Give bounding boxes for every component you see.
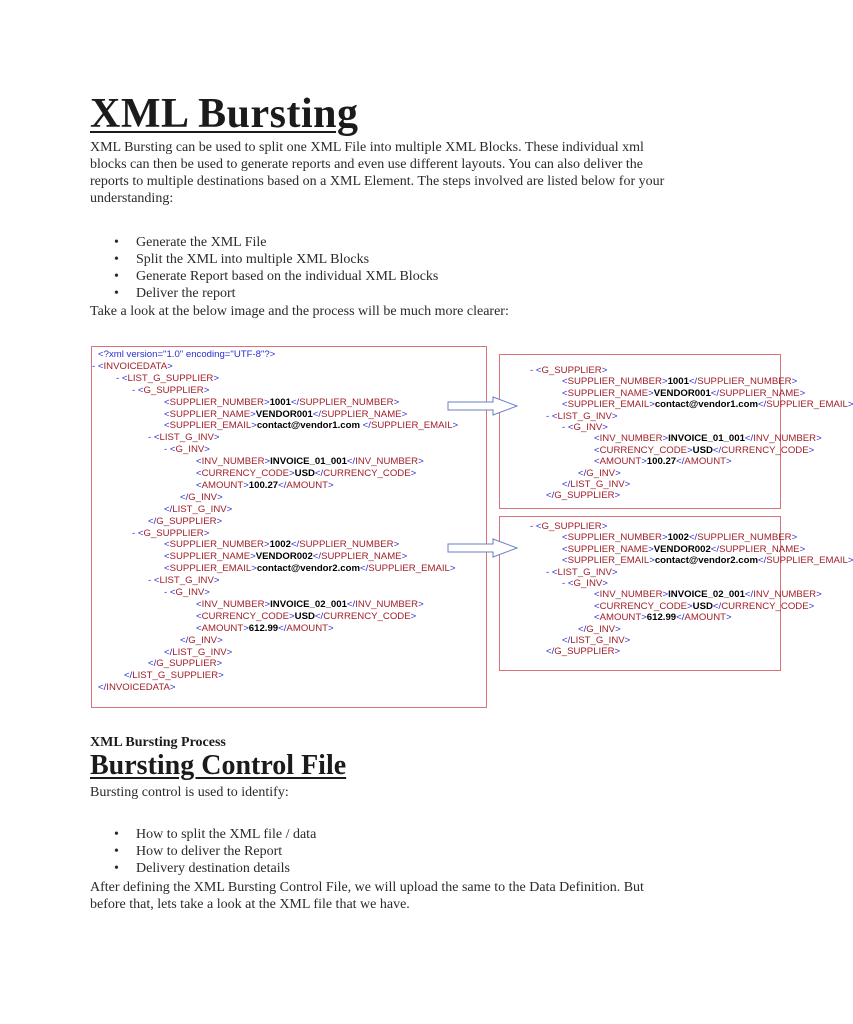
xml-line: - <G_SUPPLIER> [530, 365, 608, 376]
control-list [110, 826, 316, 877]
xml-line: <SUPPLIER_NAME>VENDOR002</SUPPLIER_NAME> [562, 543, 806, 555]
xml-line: <SUPPLIER_NUMBER>1002</SUPPLIER_NUMBER> [562, 532, 798, 544]
xml-line: <SUPPLIER_EMAIL>contact@vendor2.com</SUPPLIER_EMAIL> [562, 555, 853, 567]
xml-line: - <LIST_G_INV> [148, 575, 220, 587]
burst-arrow-2-icon [447, 538, 519, 558]
xml-line: </LIST_G_INV> [562, 479, 631, 490]
section-title: Bursting Control File [90, 750, 347, 781]
list-item: • How to split the XML file / data [110, 826, 316, 843]
control-intro: Bursting control is used to identify: [90, 785, 289, 800]
intro-paragraph: XML Bursting can be used to split one XML File into multiple XML Blocks. These individual xml blocks can then be used to generate reports and even use different layouts. You can also deliver the reports to multiple destinations based on a XML Element. The steps involved are listed below for your understanding: [90, 140, 665, 206]
xml-line: - <G_INV> [164, 587, 210, 598]
xml-line: </G_SUPPLIER> [546, 646, 621, 658]
page-title: XML Bursting [90, 91, 359, 137]
xml-line: <SUPPLIER_NUMBER>1001</SUPPLIER_NUMBER> [562, 376, 798, 388]
xml-line: <INV_NUMBER>INVOICE_01_001</INV_NUMBER> [594, 433, 822, 445]
steps-list [110, 234, 438, 302]
list-item: • Deliver the report [110, 285, 438, 302]
xml-line: <AMOUNT>100.27</AMOUNT> [196, 479, 334, 491]
xml-line: </INVOICEDATA> [98, 682, 176, 694]
burst-arrow-1-icon [447, 396, 519, 416]
xml-line: <AMOUNT>612.99</AMOUNT> [594, 612, 732, 624]
xml-line: <INV_NUMBER>INVOICE_01_001</INV_NUMBER> [196, 456, 424, 468]
list-item: • Delivery destination details [110, 860, 316, 877]
xml-line: <CURRENCY_CODE>USD</CURRENCY_CODE> [594, 444, 815, 456]
list-item: • Generate the XML File [110, 234, 438, 251]
xml-line: - <LIST_G_INV> [148, 432, 220, 444]
xml-line: <SUPPLIER_NAME>VENDOR002</SUPPLIER_NAME> [164, 551, 408, 563]
xml-line: <CURRENCY_CODE>USD</CURRENCY_CODE> [196, 610, 417, 622]
xml-line: <SUPPLIER_EMAIL>contact@vendor2.com</SUPPLIER_EMAIL> [164, 563, 456, 575]
xml-source-box [91, 346, 487, 708]
xml-line: <INV_NUMBER>INVOICE_02_001</INV_NUMBER> [196, 598, 424, 610]
xml-line: </LIST_G_INV> [562, 635, 631, 646]
xml-line: <SUPPLIER_EMAIL>contact@vendor1.com</SUPPLIER_EMAIL> [562, 399, 853, 411]
xml-line: </G_SUPPLIER> [148, 658, 223, 670]
xml-line: </G_SUPPLIER> [546, 490, 621, 502]
xml-line: <CURRENCY_CODE>USD</CURRENCY_CODE> [594, 600, 815, 612]
xml-line: <SUPPLIER_NUMBER>1001</SUPPLIER_NUMBER> [164, 396, 400, 408]
list-item: • Generate Report based on the individual XML Blocks [110, 268, 438, 285]
look-paragraph: Take a look at the below image and the process will be much more clearer: [90, 304, 509, 319]
xml-line: <CURRENCY_CODE>USD</CURRENCY_CODE> [196, 468, 417, 479]
xml-line: - <G_INV> [562, 578, 608, 589]
after-paragraph: After defining the XML Bursting Control File, we will upload the same to the Data Definition. But before that, lets take a look at the XML file that we have. [90, 880, 644, 912]
xml-line: - <INVOICEDATA> [92, 360, 173, 372]
xml-line: <AMOUNT>612.99</AMOUNT> [196, 622, 334, 634]
xml-line: </G_INV> [578, 467, 621, 479]
xml-line: </LIST_G_INV> [164, 646, 233, 658]
xml-line: </LIST_G_INV> [164, 503, 233, 515]
xml-burst-box-1 [499, 354, 853, 509]
list-item: • How to deliver the Report [110, 843, 316, 860]
xml-line: - <LIST_G_SUPPLIER> [116, 372, 219, 384]
figure-caption: XML Bursting Process [90, 735, 226, 750]
xml-line: <SUPPLIER_NAME>VENDOR001</SUPPLIER_NAME> [164, 408, 408, 420]
list-item: • Split the XML into multiple XML Blocks [110, 251, 438, 268]
xml-line: <SUPPLIER_EMAIL>contact@vendor1.com </SUPPLIER_EMAIL> [164, 420, 459, 432]
xml-line: <AMOUNT>100.27</AMOUNT> [594, 456, 732, 468]
xml-line: </G_SUPPLIER> [148, 515, 223, 527]
xml-line: </G_INV> [180, 634, 223, 646]
xml-line: <SUPPLIER_NUMBER>1002</SUPPLIER_NUMBER> [164, 539, 400, 551]
xml-line: - <G_SUPPLIER> [132, 527, 210, 539]
xml-line: - <G_SUPPLIER> [132, 384, 210, 396]
xml-line: - <LIST_G_INV> [546, 410, 618, 422]
xml-line: - <G_SUPPLIER> [530, 521, 608, 532]
xml-line: - <LIST_G_INV> [546, 566, 618, 578]
xml-line: </LIST_G_SUPPLIER> [124, 670, 224, 682]
xml-line: <INV_NUMBER>INVOICE_02_001</INV_NUMBER> [594, 589, 822, 601]
xml-line: </G_INV> [578, 623, 621, 635]
xml-line: </G_INV> [180, 491, 223, 503]
xml-line: - <G_INV> [164, 444, 210, 456]
xml-line: <?xml version="1.0" encoding="UTF-8"?> [98, 349, 276, 360]
xml-line: <SUPPLIER_NAME>VENDOR001</SUPPLIER_NAME> [562, 387, 806, 399]
xml-burst-box-2 [499, 516, 853, 671]
xml-line: - <G_INV> [562, 422, 608, 433]
